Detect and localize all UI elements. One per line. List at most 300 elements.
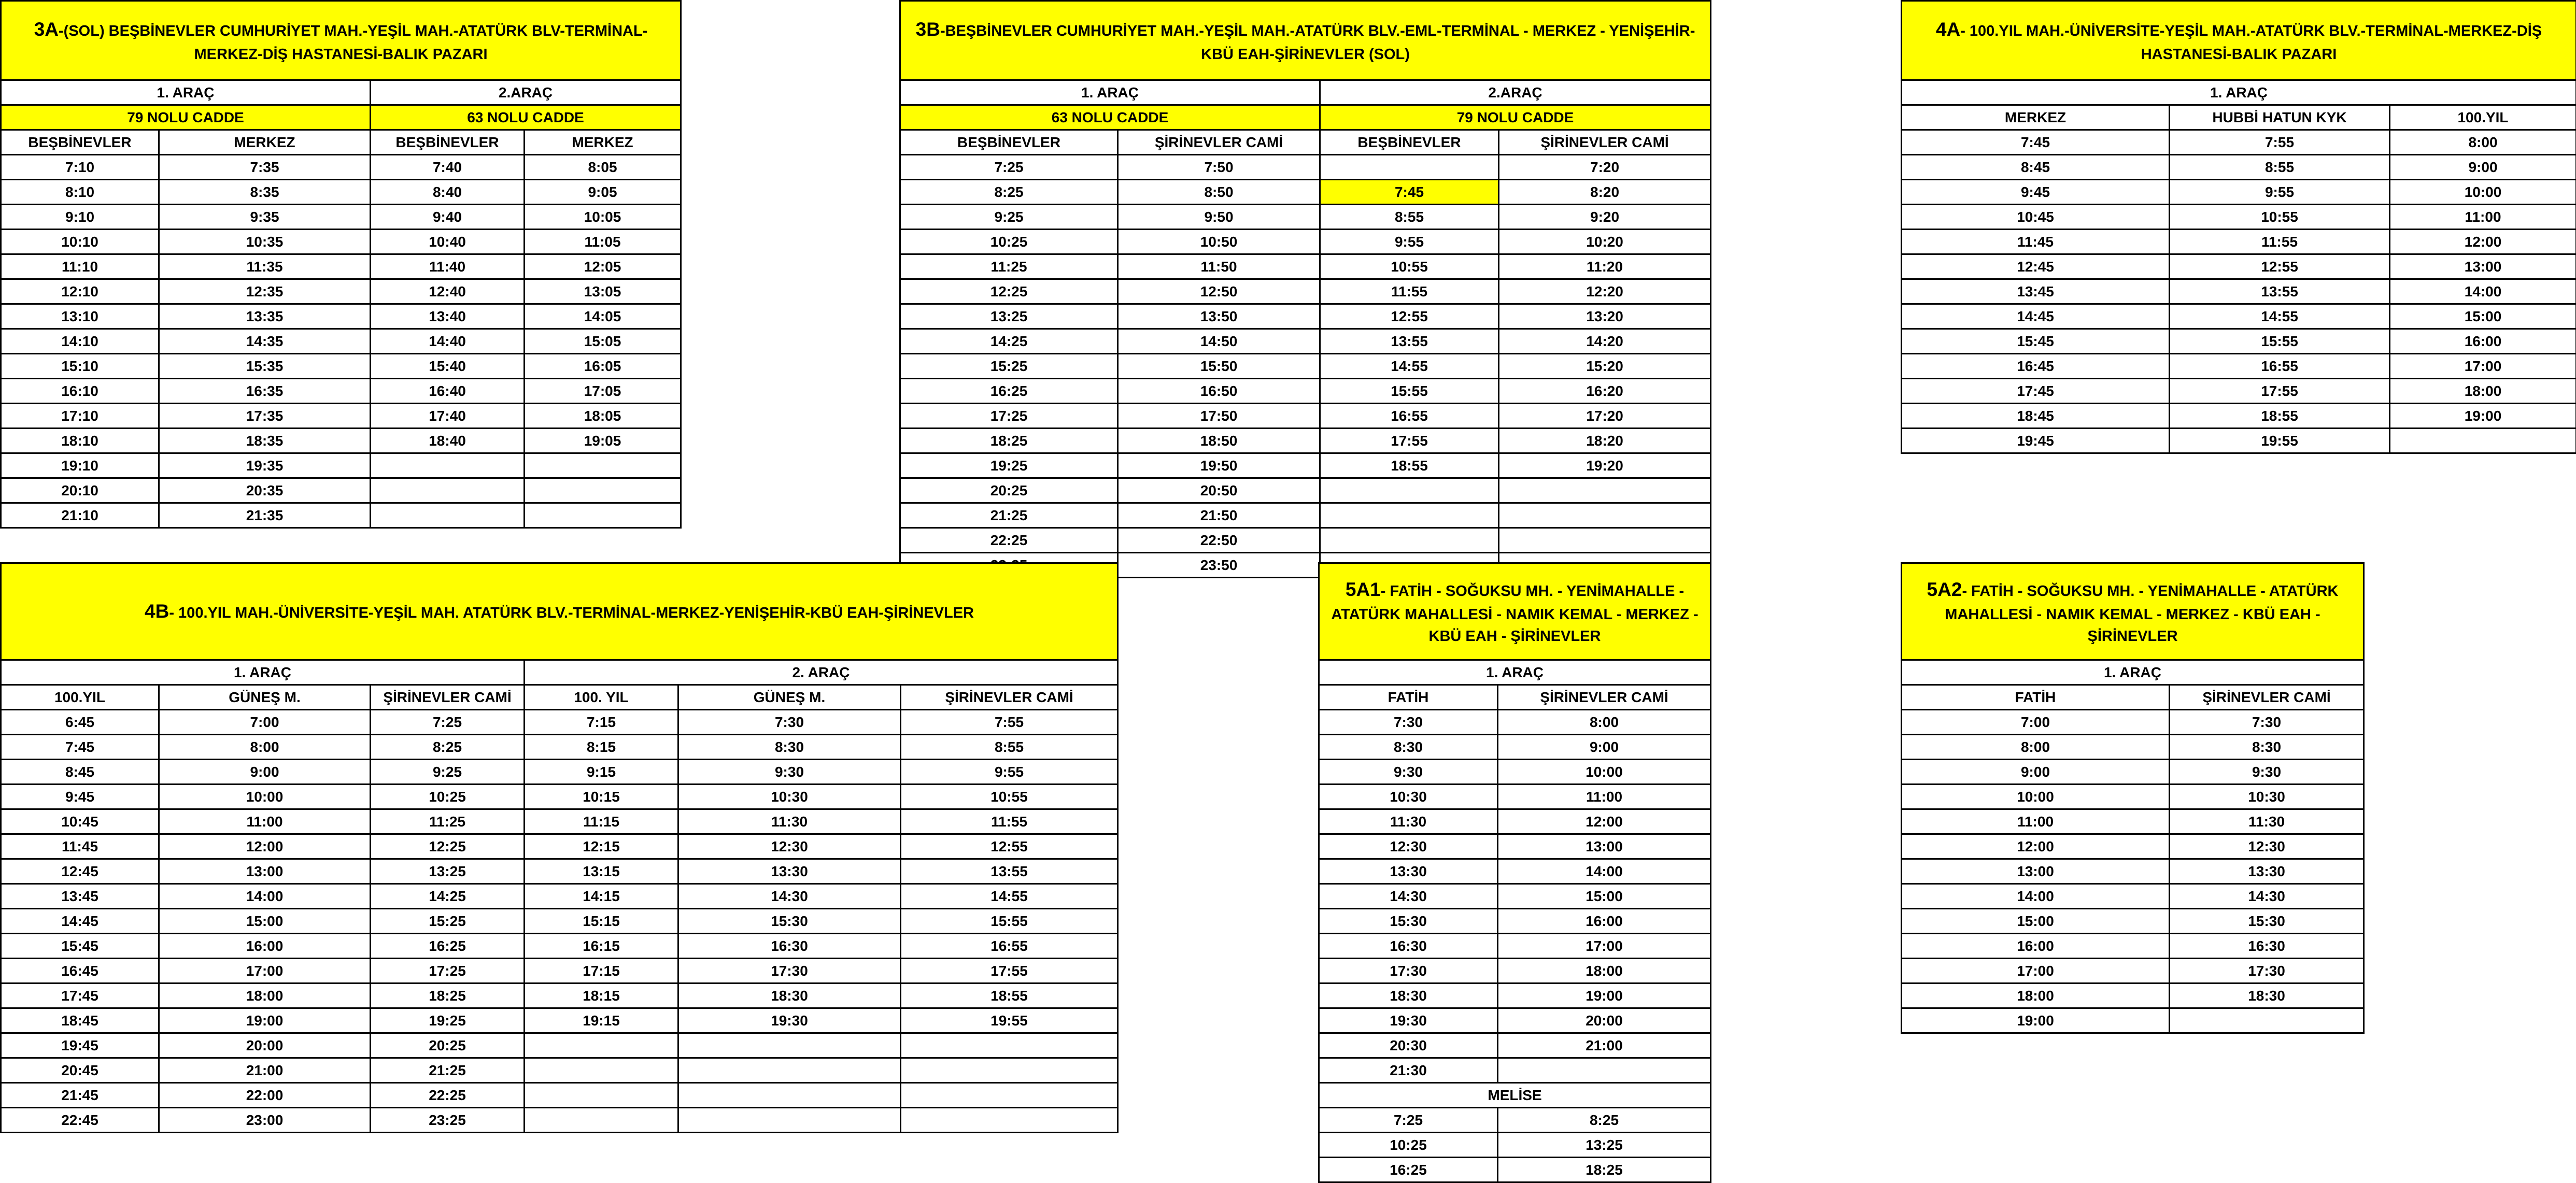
time-row xyxy=(1,329,681,354)
time-cell: 8:45 xyxy=(1902,155,2170,180)
time-cell: 7:45 xyxy=(1902,130,2170,155)
time-cell: 17:55 xyxy=(1320,429,1499,453)
time-row xyxy=(1319,959,1711,984)
time-cell: 13:55 xyxy=(1320,329,1499,354)
time-cell: 20:00 xyxy=(159,1033,371,1058)
time-cell xyxy=(1320,503,1499,528)
time-cell: 19:00 xyxy=(1902,1008,2170,1033)
time-cell xyxy=(525,1058,678,1083)
time-cell: 10:00 xyxy=(159,785,371,809)
time-cell: 7:25 xyxy=(371,710,525,735)
time-row xyxy=(1319,1133,1711,1158)
time-cell: 21:30 xyxy=(1319,1058,1498,1083)
time-cell: 21:35 xyxy=(159,503,371,528)
route-5a1-schedule xyxy=(1318,562,1710,1183)
time-cell: 19:10 xyxy=(1,453,159,478)
time-cell: 10:10 xyxy=(1,230,159,254)
time-row xyxy=(900,304,1711,329)
time-cell: 20:25 xyxy=(371,1033,525,1058)
time-cell: 10:25 xyxy=(900,230,1118,254)
time-cell: 10:20 xyxy=(1499,230,1711,254)
time-cell: 10:00 xyxy=(1902,785,2170,809)
time-cell: 8:50 xyxy=(1118,180,1320,205)
route-4b-schedule xyxy=(0,562,1117,1133)
schedule-table xyxy=(0,562,1119,1133)
time-row xyxy=(1902,404,2576,429)
time-cell: 16:30 xyxy=(1319,934,1498,959)
time-cell: 9:00 xyxy=(1498,735,1711,760)
time-cell: 8:10 xyxy=(1,180,159,205)
time-cell: 12:00 xyxy=(159,834,371,859)
time-cell: 15:35 xyxy=(159,354,371,379)
time-cell: 11:55 xyxy=(2170,230,2390,254)
route-description: -(SOL) BEŞBİNEVLER CUMHURİYET MAH.-YEŞİL MAH.-ATATÜRK BLV-TERMİNAL-MERKEZ-DİŞ HASTANESİ-BALIK PAZARI xyxy=(59,23,647,63)
time-cell: 8:55 xyxy=(1320,205,1499,230)
time-cell: 19:55 xyxy=(901,1008,1118,1033)
time-cell: 16:25 xyxy=(900,379,1118,404)
time-cell: 11:05 xyxy=(525,230,681,254)
stop-header-row xyxy=(1902,685,2364,710)
vehicle-row xyxy=(1902,660,2364,685)
stop-header: ŞİRİNEVLER CAMİ xyxy=(2170,685,2364,710)
time-cell: 15:55 xyxy=(2170,329,2390,354)
time-row xyxy=(1902,959,2364,984)
time-cell: 9:15 xyxy=(525,760,678,785)
time-cell: 15:55 xyxy=(901,909,1118,934)
stop-header: MERKEZ xyxy=(1902,105,2170,130)
time-cell: 13:45 xyxy=(1,884,159,909)
time-cell: 16:20 xyxy=(1499,379,1711,404)
time-row xyxy=(1902,180,2576,205)
time-cell: 14:55 xyxy=(1320,354,1499,379)
time-cell: 10:35 xyxy=(159,230,371,254)
time-cell xyxy=(371,503,525,528)
time-cell: 17:55 xyxy=(901,959,1118,984)
time-cell: 13:05 xyxy=(525,279,681,304)
time-row xyxy=(1,859,1118,884)
time-cell: 9:55 xyxy=(2170,180,2390,205)
time-row xyxy=(1,1108,1118,1133)
time-cell: 16:00 xyxy=(159,934,371,959)
time-row xyxy=(1902,130,2576,155)
stop-header: FATİH xyxy=(1902,685,2170,710)
time-cell: 21:45 xyxy=(1,1083,159,1108)
time-cell: 16:55 xyxy=(1320,404,1499,429)
time-cell: 10:40 xyxy=(371,230,525,254)
time-cell: 16:40 xyxy=(371,379,525,404)
time-cell: 19:00 xyxy=(1498,984,1711,1008)
time-cell: 15:00 xyxy=(1902,909,2170,934)
time-cell: 21:10 xyxy=(1,503,159,528)
time-cell: 14:30 xyxy=(1319,884,1498,909)
time-cell: 18:45 xyxy=(1902,404,2170,429)
time-cell: 14:25 xyxy=(900,329,1118,354)
time-cell: 16:55 xyxy=(901,934,1118,959)
time-row xyxy=(1902,760,2364,785)
time-cell: 14:10 xyxy=(1,329,159,354)
time-cell: 14:35 xyxy=(159,329,371,354)
time-cell: 18:00 xyxy=(159,984,371,1008)
time-cell: 13:50 xyxy=(1118,304,1320,329)
time-cell: 11:30 xyxy=(2170,809,2364,834)
time-cell: 16:00 xyxy=(1902,934,2170,959)
time-row xyxy=(1902,785,2364,809)
time-cell: 14:05 xyxy=(525,304,681,329)
time-cell: 11:25 xyxy=(900,254,1118,279)
time-cell: 12:30 xyxy=(1319,834,1498,859)
time-row xyxy=(1319,710,1711,735)
time-cell: 9:45 xyxy=(1,785,159,809)
time-cell xyxy=(1499,478,1711,503)
time-row xyxy=(1902,429,2576,453)
time-cell: 16:10 xyxy=(1,379,159,404)
time-cell: 18:25 xyxy=(1498,1158,1711,1182)
stop-header: GÜNEŞ M. xyxy=(159,685,371,710)
time-cell: 15:30 xyxy=(1319,909,1498,934)
time-cell: 17:25 xyxy=(900,404,1118,429)
time-cell: 13:00 xyxy=(1498,834,1711,859)
time-row xyxy=(1902,230,2576,254)
time-cell: 18:00 xyxy=(1498,959,1711,984)
stop-header: GÜNEŞ M. xyxy=(678,685,901,710)
time-cell: 22:00 xyxy=(159,1083,371,1108)
time-cell: 8:55 xyxy=(901,735,1118,760)
stop-header: HUBBİ HATUN KYK xyxy=(2170,105,2390,130)
time-row xyxy=(1319,760,1711,785)
time-cell: 10:55 xyxy=(1320,254,1499,279)
time-cell: 9:55 xyxy=(1320,230,1499,254)
schedule-table xyxy=(899,0,1711,578)
time-cell: 17:50 xyxy=(1118,404,1320,429)
stop-header: BEŞBİNEVLER xyxy=(1,130,159,155)
time-row xyxy=(1319,984,1711,1008)
time-row xyxy=(900,279,1711,304)
stop-header: BEŞBİNEVLER xyxy=(1320,130,1499,155)
time-cell: 9:30 xyxy=(1319,760,1498,785)
time-cell xyxy=(525,1033,678,1058)
stop-header: 100.YIL xyxy=(1,685,159,710)
schedule-table xyxy=(1318,562,1711,1183)
time-cell: 17:00 xyxy=(1902,959,2170,984)
time-cell: 17:35 xyxy=(159,404,371,429)
time-cell: 11:40 xyxy=(371,254,525,279)
time-cell: 17:00 xyxy=(159,959,371,984)
time-row xyxy=(1,1083,1118,1108)
time-cell: 19:45 xyxy=(1,1033,159,1058)
route-title xyxy=(1,563,1118,660)
route-description: - 100.YIL MAH.-ÜNİVERSİTE-YEŞİL MAH.-ATATÜRK BLV.-TERMİNAL-MERKEZ-DİŞ HASTANESİ-BALIK PAZARI xyxy=(1960,23,2542,63)
time-row xyxy=(1319,785,1711,809)
route-code: 3A xyxy=(34,19,59,40)
time-cell: 15:55 xyxy=(1320,379,1499,404)
time-cell: 14:55 xyxy=(901,884,1118,909)
time-cell: 13:55 xyxy=(2170,279,2390,304)
vehicle-label: 1. ARAÇ xyxy=(900,80,1320,105)
time-cell xyxy=(901,1033,1118,1058)
time-cell: 18:15 xyxy=(525,984,678,1008)
time-cell: 10:55 xyxy=(2170,205,2390,230)
vehicle-row xyxy=(1,80,681,105)
time-cell: 8:25 xyxy=(371,735,525,760)
time-row xyxy=(1319,934,1711,959)
time-cell: 16:25 xyxy=(1319,1158,1498,1182)
time-cell: 17:10 xyxy=(1,404,159,429)
time-row xyxy=(1,503,681,528)
stop-header: ŞİRİNEVLER CAMİ xyxy=(1118,130,1320,155)
time-row xyxy=(1902,859,2364,884)
time-row xyxy=(1902,379,2576,404)
stop-header: BEŞBİNEVLER xyxy=(900,130,1118,155)
time-cell: 10:00 xyxy=(1498,760,1711,785)
vehicle-row xyxy=(1319,660,1711,685)
time-row xyxy=(1,1058,1118,1083)
time-cell: 12:00 xyxy=(2390,230,2576,254)
time-row xyxy=(1,984,1118,1008)
time-row xyxy=(1902,254,2576,279)
time-cell: 7:55 xyxy=(901,710,1118,735)
time-cell: 10:45 xyxy=(1902,205,2170,230)
time-cell: 11:15 xyxy=(525,809,678,834)
time-cell: 8:20 xyxy=(1499,180,1711,205)
time-row xyxy=(1,1033,1118,1058)
schedule-table xyxy=(0,0,682,529)
time-cell: 11:55 xyxy=(901,809,1118,834)
time-cell: 23:00 xyxy=(159,1108,371,1133)
time-row xyxy=(900,478,1711,503)
time-cell: 15:40 xyxy=(371,354,525,379)
vehicle-label: 2. ARAÇ xyxy=(525,660,1118,685)
time-cell: 16:50 xyxy=(1118,379,1320,404)
time-cell: 17:55 xyxy=(2170,379,2390,404)
time-cell: 16:25 xyxy=(371,934,525,959)
time-cell xyxy=(1499,528,1711,553)
time-row xyxy=(1319,735,1711,760)
time-cell: 10:25 xyxy=(1319,1133,1498,1158)
time-cell: 7:15 xyxy=(525,710,678,735)
stop-header: MERKEZ xyxy=(159,130,371,155)
time-row xyxy=(1,478,681,503)
time-cell xyxy=(901,1058,1118,1083)
time-cell: 14:50 xyxy=(1118,329,1320,354)
stop-header: 100.YIL xyxy=(2390,105,2576,130)
time-cell: 19:30 xyxy=(678,1008,901,1033)
time-cell: 20:50 xyxy=(1118,478,1320,503)
time-cell: 13:15 xyxy=(525,859,678,884)
time-cell: 22:25 xyxy=(900,528,1118,553)
time-cell: 8:25 xyxy=(1498,1108,1711,1133)
time-cell: 13:45 xyxy=(1902,279,2170,304)
route-title xyxy=(1902,1,2576,80)
time-cell: 17:45 xyxy=(1902,379,2170,404)
time-cell: 18:00 xyxy=(2390,379,2576,404)
time-cell: 9:00 xyxy=(2390,155,2576,180)
time-row xyxy=(1,909,1118,934)
vehicle-label: 2.ARAÇ xyxy=(371,80,681,105)
time-cell: 14:40 xyxy=(371,329,525,354)
time-cell: 18:40 xyxy=(371,429,525,453)
time-cell: 8:45 xyxy=(1,760,159,785)
route-description: -BEŞBİNEVLER CUMHURİYET MAH.-YEŞİL MAH.-ATATÜRK BLV.-EML-TERMİNAL - MERKEZ - YENİŞEHİR-KBÜ EAH-ŞİRİNEVLER (SOL) xyxy=(940,23,1695,63)
time-cell: 16:00 xyxy=(2390,329,2576,354)
time-cell xyxy=(1320,528,1499,553)
time-cell: 16:30 xyxy=(2170,934,2364,959)
time-cell: 18:30 xyxy=(1319,984,1498,1008)
vehicle-label: 2.ARAÇ xyxy=(1320,80,1711,105)
time-cell: 15:25 xyxy=(371,909,525,934)
stop-header-row xyxy=(900,130,1711,155)
route-3b-schedule xyxy=(899,0,1710,578)
time-cell: 8:05 xyxy=(525,155,681,180)
time-cell: 13:30 xyxy=(1319,859,1498,884)
time-cell: 9:30 xyxy=(2170,760,2364,785)
time-row xyxy=(900,429,1711,453)
time-cell: 17:25 xyxy=(371,959,525,984)
vehicle-label: 1. ARAÇ xyxy=(1319,660,1711,685)
time-cell: 7:35 xyxy=(159,155,371,180)
time-cell: 19:20 xyxy=(1499,453,1711,478)
time-cell: 15:30 xyxy=(678,909,901,934)
time-cell: 12:45 xyxy=(1902,254,2170,279)
time-cell: 12:05 xyxy=(525,254,681,279)
time-cell xyxy=(1499,503,1711,528)
route-code: 4B xyxy=(145,601,169,622)
time-cell: 15:30 xyxy=(2170,909,2364,934)
time-cell: 13:25 xyxy=(900,304,1118,329)
time-cell: 22:50 xyxy=(1118,528,1320,553)
time-cell: 10:05 xyxy=(525,205,681,230)
time-row xyxy=(900,205,1711,230)
time-cell xyxy=(2390,429,2576,453)
time-cell: 10:50 xyxy=(1118,230,1320,254)
time-row xyxy=(1319,834,1711,859)
stop-header: BEŞBİNEVLER xyxy=(371,130,525,155)
route-description: - 100.YIL MAH.-ÜNİVERSİTE-YEŞİL MAH. ATATÜRK BLV.-TERMİNAL-MERKEZ-YENİŞEHİR-KBÜ EAH-ŞİRİNEVLER xyxy=(169,605,974,621)
time-cell: 18:50 xyxy=(1118,429,1320,453)
time-cell: 15:15 xyxy=(525,909,678,934)
time-cell: 15:05 xyxy=(525,329,681,354)
time-cell: 11:00 xyxy=(159,809,371,834)
stop-header: ŞİRİNEVLER CAMİ xyxy=(1499,130,1711,155)
time-cell xyxy=(678,1058,901,1083)
time-row xyxy=(1,254,681,279)
street-note-row xyxy=(900,105,1711,130)
time-row xyxy=(1,205,681,230)
stop-header: ŞİRİNEVLER CAMİ xyxy=(1498,685,1711,710)
time-row xyxy=(1,354,681,379)
time-cell: 10:45 xyxy=(1,809,159,834)
time-cell: 20:00 xyxy=(1498,1008,1711,1033)
time-cell: 7:00 xyxy=(1902,710,2170,735)
time-row xyxy=(1319,809,1711,834)
time-row xyxy=(1902,710,2364,735)
time-cell: 21:00 xyxy=(1498,1033,1711,1058)
route-title xyxy=(1,1,681,80)
time-cell: 10:15 xyxy=(525,785,678,809)
route-code: 3B xyxy=(916,19,940,40)
time-cell: 9:10 xyxy=(1,205,159,230)
time-cell: 7:10 xyxy=(1,155,159,180)
time-cell: 19:05 xyxy=(525,429,681,453)
time-row xyxy=(1,809,1118,834)
time-cell xyxy=(901,1083,1118,1108)
stop-header: MERKEZ xyxy=(525,130,681,155)
time-cell: 18:55 xyxy=(2170,404,2390,429)
time-cell: 14:25 xyxy=(371,884,525,909)
time-cell: 7:30 xyxy=(2170,710,2364,735)
time-cell: 7:30 xyxy=(678,710,901,735)
time-cell: 18:55 xyxy=(901,984,1118,1008)
time-cell: 13:20 xyxy=(1499,304,1711,329)
time-cell xyxy=(525,1108,678,1133)
time-row xyxy=(1,735,1118,760)
time-cell: 16:45 xyxy=(1902,354,2170,379)
time-cell: 8:35 xyxy=(159,180,371,205)
time-cell: 20:35 xyxy=(159,478,371,503)
time-row xyxy=(1319,1058,1711,1083)
route-code: 5A1 xyxy=(1346,579,1381,600)
time-cell: 19:55 xyxy=(2170,429,2390,453)
time-cell: 19:30 xyxy=(1319,1008,1498,1033)
time-cell: 18:30 xyxy=(678,984,901,1008)
route-description: - FATİH - SOĞUKSU MH. - YENİMAHALLE - ATATÜRK MAHALLESİ - NAMIK KEMAL - MERKEZ - KBÜ EAH - ŞİRİNEVLER xyxy=(1945,583,2338,645)
time-row xyxy=(900,379,1711,404)
time-cell: 12:10 xyxy=(1,279,159,304)
time-cell: 16:55 xyxy=(2170,354,2390,379)
time-cell xyxy=(525,503,681,528)
vehicle-row xyxy=(1902,80,2576,105)
time-row xyxy=(1902,735,2364,760)
time-cell: 13:00 xyxy=(1902,859,2170,884)
time-cell: 21:25 xyxy=(371,1058,525,1083)
time-cell: 17:30 xyxy=(2170,959,2364,984)
route-title xyxy=(900,1,1711,80)
title-row xyxy=(1902,563,2364,660)
time-cell xyxy=(525,1083,678,1108)
time-row xyxy=(1902,354,2576,379)
time-cell: 8:15 xyxy=(525,735,678,760)
time-row xyxy=(900,329,1711,354)
time-row xyxy=(900,254,1711,279)
route-title xyxy=(1902,563,2364,660)
time-cell xyxy=(2170,1008,2364,1033)
time-cell: 14:20 xyxy=(1499,329,1711,354)
time-cell: 16:30 xyxy=(678,934,901,959)
time-cell: 19:45 xyxy=(1902,429,2170,453)
time-cell: 15:00 xyxy=(159,909,371,934)
time-cell: 19:15 xyxy=(525,1008,678,1033)
time-cell: 9:40 xyxy=(371,205,525,230)
time-cell: 17:20 xyxy=(1499,404,1711,429)
time-cell: 16:00 xyxy=(1498,909,1711,934)
time-cell: 17:00 xyxy=(2390,354,2576,379)
street-note: 63 NOLU CADDE xyxy=(371,105,681,130)
time-cell: 13:35 xyxy=(159,304,371,329)
title-row xyxy=(1319,563,1711,660)
time-row xyxy=(1,279,681,304)
time-row xyxy=(1,180,681,205)
route-3a-schedule xyxy=(0,0,680,529)
time-row xyxy=(900,528,1711,553)
time-cell xyxy=(1498,1058,1711,1083)
time-row xyxy=(1902,984,2364,1008)
time-row xyxy=(900,155,1711,180)
time-cell: 15:45 xyxy=(1,934,159,959)
route-description: - FATİH - SOĞUKSU MH. - YENİMAHALLE - ATATÜRK MAHALLESİ - NAMIK KEMAL - MERKEZ - KBÜ EAH - ŞİRİNEVLER xyxy=(1331,583,1698,645)
time-cell: 19:25 xyxy=(900,453,1118,478)
time-row xyxy=(1902,304,2576,329)
street-note: 79 NOLU CADDE xyxy=(1320,105,1711,130)
time-row xyxy=(1319,1158,1711,1182)
